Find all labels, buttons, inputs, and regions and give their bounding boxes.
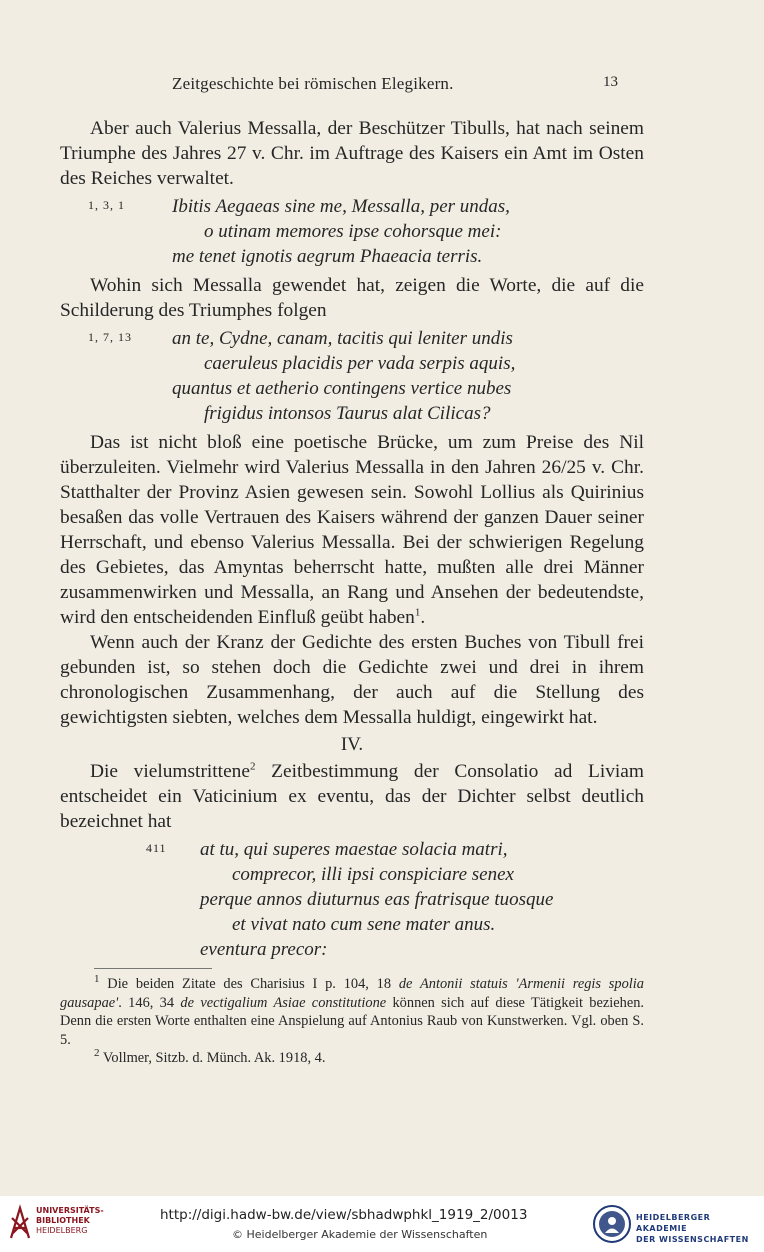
footnote-marker-2: 2: [249, 760, 256, 773]
logo-line: UNIVERSITÄTS-: [36, 1206, 104, 1215]
verse-line: comprecor, illi ipsi conspiciare senex: [232, 864, 514, 885]
verse-line: me tenet ignotis aegrum Phaeacia terris.: [172, 246, 483, 267]
verse-block-2: [60, 326, 644, 426]
paragraph-5-text-a: Die vielumstrittene: [90, 761, 250, 782]
section-heading: IV.: [340, 734, 364, 755]
logo-line: HEIDELBERG: [36, 1226, 88, 1235]
library-emblem-icon: [8, 1204, 32, 1242]
permalink-url[interactable]: http://digi.hadw-bw.de/view/sbhadwphkl_1919_2/0013: [160, 1207, 528, 1223]
page-header: [0, 74, 764, 100]
verse-line: quantus et aetherio contingens vertice nubes: [172, 378, 512, 399]
verse-reference: 1, 3, 1: [88, 198, 125, 212]
verse-line: frigidus intonsos Taurus alat Cilicas?: [204, 403, 491, 424]
verse-reference: 1, 7, 13: [88, 330, 132, 344]
footnote-number: 2: [94, 1047, 100, 1060]
verse-line: o utinam memores ipse cohorsque mei:: [204, 221, 502, 242]
verse-reference: 411: [146, 841, 167, 855]
verse-line: Ibitis Aegaeas sine me, Messalla, per undas,: [172, 196, 510, 217]
logo-line: BIBLIOTHEK: [36, 1216, 90, 1225]
viewer-footer: [0, 1196, 764, 1252]
footnote-number: 1: [94, 973, 100, 986]
paragraph-1: Aber auch Valerius Messalla, der Beschützer Tibulls, hat nach seinem Triumphe des Jahres 27 v. Chr. im Auftrage des Kaisers ein Amt im Osten des Reiches verwaltet.: [60, 118, 644, 189]
paragraph-2: Wohin sich Messalla gewendet hat, zeigen die Worte, die auf die Schilderung des Triumphes folgen: [60, 275, 644, 321]
paragraph-5-text-b: Zeitbestimmung der Consolatio ad Liviam entscheidet ein Vaticinium ex eventu, das der Dichter selbst deutlich bezeichnet hat: [60, 761, 644, 832]
verse-line: an te, Cydne, canam, tacitis qui leniter undis: [172, 328, 513, 349]
page-number: 13: [603, 74, 618, 90]
paragraph-4: Wenn auch der Kranz der Gedichte des ersten Buches von Tibull frei gebunden ist, so stehen doch die Gedichte zwei und drei in ihrem chronologischen Zusammenhang, der auch auf die Stellung des gewichtigsten siebten, welches dem Messalla huldigt, eingewirkt hat.: [60, 632, 644, 728]
verse-line: at tu, qui superes maestae solacia matri,: [200, 839, 508, 860]
logo-line: DER WISSENSCHAFTEN: [636, 1235, 749, 1244]
footnote-separator: [94, 968, 212, 969]
paragraph-5: [60, 759, 644, 834]
footnote-text: können sich auf diese Tätigkeit beziehen. Denn die ersten Worte enthalten eine Anspielung auf Antonius Raub von Kunstwerken. Vgl. oben S. 5.: [60, 994, 645, 1048]
logo-line: HEIDELBERGER AKADEMIE: [636, 1213, 711, 1233]
footnote-1: [60, 975, 644, 1049]
footnote-text: Vollmer, Sitzb. d. Münch. Ak. 1918, 4.: [99, 1050, 326, 1066]
footnote-italic-text: de Antonii statuis 'Armenii regis spolia gausapae': [60, 976, 644, 1011]
footnote-marker-1: 1: [414, 606, 421, 619]
verse-block-1: [60, 194, 644, 269]
copyright-notice: © Heidelberger Akademie der Wissenschaften: [232, 1228, 488, 1241]
footnote-text: Die beiden Zitate des Charisius I p. 104, 18: [99, 976, 399, 992]
footnote-italic-text: de vectigalium Asiae constitutione: [180, 994, 387, 1011]
footnote-2: [60, 1049, 644, 1068]
paragraph-3-text: Das ist nicht bloß eine poetische Brücke, um zum Preise des Nil überzuleiten. Vielmehr wird Valerius Messalla in den Jahren 26/25 v. Chr. Statthalter der Provinz Asien gewesen sein. Sowohl Lollius als Quirinius besaßen das volle Vertrauen des Kaisers während der ganzen Dauer seiner Herrschaft, und ebenso Valerius Messalla. Bei der schwierigen Regelung des Gebietes, das Amyntas beherrscht hatte, mußten alle drei Männer zusammenwirken und Messalla, an Rang und Ansehen der bedeutendste, wird den entscheidenden Einfluß geübt haben: [60, 432, 644, 628]
academy-seal-icon: [592, 1204, 632, 1244]
academy-logo-text: [636, 1212, 762, 1245]
academy-logo[interactable]: [592, 1204, 762, 1246]
verse-line: et vivat nato cum sene mater anus.: [232, 914, 496, 935]
running-title: Zeitgeschichte bei römischen Elegikern.: [172, 74, 454, 93]
verse-line: perque annos diuturnus eas fratrisque tuosque: [200, 889, 554, 910]
library-logo-text: [36, 1206, 104, 1236]
verse-block-3: [60, 837, 644, 962]
verse-line: caeruleus placidis per vada serpis aquis,: [204, 353, 516, 374]
page-body: [60, 116, 644, 1068]
verse-line: eventura precor:: [200, 939, 328, 960]
footnote-text: . 146, 34: [118, 994, 181, 1011]
university-library-logo[interactable]: [8, 1204, 158, 1246]
paragraph-3: Das ist nicht bloß eine poetische Brücke, um zum Preise des Nil überzuleiten. Vielmehr wird Valerius Messalla in den Jahren 26/25 v. Chr. Statthalter der Provinz Asien gewesen sein. Sowohl Lollius als Quirinius besaßen das volle Vertrauen des Kaisers während der ganzen Dauer seiner Herrschaft, und ebenso Valerius Messalla. Bei der schwierigen Regelung des Gebietes, das Amyntas beherrscht hatte, mußten alle drei Männer zusammenwirken und Messalla, an Rang und Ansehen der bedeutendste, wird den entscheidenden Einfluß geübt haben$^1$.: [60, 432, 644, 628]
